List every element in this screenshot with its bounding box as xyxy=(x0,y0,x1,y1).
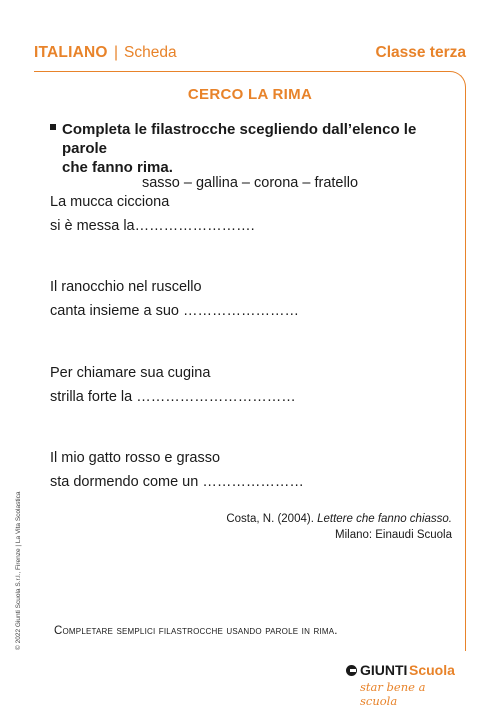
logo-mark-icon xyxy=(346,665,357,676)
logo-brand: GIUNTI xyxy=(360,662,408,678)
stanza-2-line-1: Il ranocchio nel ruscello xyxy=(50,279,202,295)
stanza-1-line-1: La mucca cicciona xyxy=(50,194,170,210)
instruction-bullet-icon xyxy=(50,124,56,130)
stanza-2-line-2: canta insieme a suo …………………… xyxy=(50,303,299,319)
logo-tagline: star bene a scuola xyxy=(360,680,426,708)
citation-author: Costa, N. (2004). xyxy=(226,513,318,525)
stanza-1-line-2: si è messa la……………………. xyxy=(50,218,255,234)
grade-label: Classe terza xyxy=(375,44,466,61)
citation-line-1 xyxy=(226,511,452,527)
logo-brand-sub: Scuola xyxy=(409,662,455,678)
header-separator: | xyxy=(114,44,119,61)
doc-type-label: Scheda xyxy=(124,44,177,61)
citation xyxy=(226,511,452,543)
citation-publisher: Milano: Einaudi Scuola xyxy=(335,529,452,541)
stanza-4-line-1: Il mio gatto rosso e grasso xyxy=(50,450,221,466)
word-list: sasso – gallina – corona – fratello xyxy=(141,175,359,191)
instruction-line: Completa le filastrocche scegliendo dall’elenco le parole xyxy=(62,121,417,157)
giunti-logo xyxy=(346,662,466,708)
citation-book-title: Lettere che fanno chiasso. xyxy=(317,513,452,525)
copyright-notice: © 2022 Giunti Scuola S.r.l., Firenze | La Vita Scolastica xyxy=(15,491,22,650)
worksheet-title: CERCO LA RIMA xyxy=(187,86,313,103)
stanza-3-line-2: strilla forte la …………………………… xyxy=(50,389,296,405)
stanza-3-line-1: Per chiamare sua cugina xyxy=(50,365,211,381)
instruction xyxy=(62,120,462,177)
stanza-4-line-2: sta dormendo come un ………………… xyxy=(50,474,304,490)
instruction-line: che fanno rima. xyxy=(62,159,173,176)
learning-objective: Completare semplici filastrocche usando parole in rima. xyxy=(54,625,338,637)
page-header xyxy=(34,44,466,68)
subject-label: ITALIANO xyxy=(34,44,108,61)
